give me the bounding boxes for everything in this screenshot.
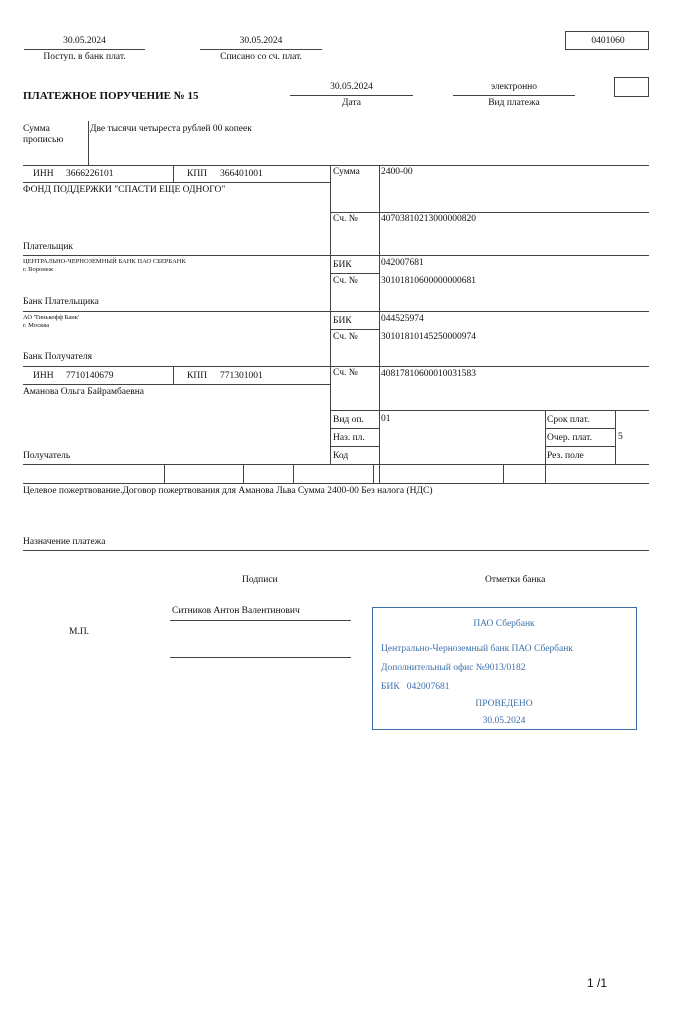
grid-line xyxy=(23,182,330,183)
payer-bank-label: Банк Плательщика xyxy=(23,297,99,307)
grid-line xyxy=(23,255,649,256)
stamp-date: 30.05.2024 xyxy=(482,716,526,726)
op-type: 01 xyxy=(381,414,391,424)
grid-line xyxy=(330,428,379,429)
grid-line xyxy=(330,446,379,447)
grid-line xyxy=(545,446,615,447)
grid-line xyxy=(330,329,379,330)
payee-bank-account-label: Сч. № xyxy=(333,332,358,342)
stamp-place-label: М.П. xyxy=(69,627,90,637)
grid-line xyxy=(23,384,330,385)
stamp-bank: ПАО Сбербанк xyxy=(473,619,535,629)
op-type-label: Вид оп. xyxy=(333,415,364,425)
amount-words-divider xyxy=(88,121,89,165)
payee-kpp-label: КПП xyxy=(187,371,208,381)
payee-account: 40817810600010031583 xyxy=(381,369,476,379)
grid-vline xyxy=(379,165,380,483)
payee-bank-name: АО 'Тинькофф Банк' xyxy=(23,314,80,321)
payer-bank-bik-label: БИК xyxy=(333,260,352,270)
grid-vline xyxy=(164,464,165,483)
purpose-line xyxy=(23,550,649,551)
grid-line xyxy=(545,428,615,429)
amount-words-label-1: Сумма xyxy=(23,124,50,134)
grid-line xyxy=(23,464,649,465)
grid-line xyxy=(330,273,379,274)
payer-account: 40703810213000000820 xyxy=(381,214,476,224)
payee-bank-label: Банк Получателя xyxy=(23,352,92,362)
reserve-label: Рез. поле xyxy=(547,451,584,461)
stamp-status: ПРОВЕДЕНО xyxy=(475,699,533,709)
payee-inn: 7710140679 xyxy=(66,371,114,381)
grid-vline xyxy=(293,464,294,483)
payee-bank-account: 30101810145250000974 xyxy=(381,332,476,342)
purpose-code-label: Наз. пл. xyxy=(333,433,365,443)
payer-inn-label: ИНН xyxy=(33,169,54,179)
grid-line xyxy=(330,410,649,411)
signature-line-1 xyxy=(170,620,351,621)
priority: 5 xyxy=(618,432,623,442)
payer-bank-account: 30101810600000000681 xyxy=(381,276,476,286)
received-date: 30.05.2024 xyxy=(63,36,106,46)
page-title: ПЛАТЕЖНОЕ ПОРУЧЕНИЕ № 15 xyxy=(23,90,199,102)
payment-type-label: Вид платежа xyxy=(488,98,540,108)
payment-type: электронно xyxy=(490,82,538,92)
payee-inn-label: ИНН xyxy=(33,371,54,381)
grid-vline xyxy=(615,410,616,464)
amount-value: 2400-00 xyxy=(381,167,413,177)
payer-status-box xyxy=(614,77,649,97)
order-date-label: Дата xyxy=(342,98,361,108)
grid-line xyxy=(330,212,649,213)
grid-line xyxy=(23,483,649,484)
debited-date: 30.05.2024 xyxy=(239,36,283,46)
grid-vline xyxy=(503,464,504,483)
stamp-office: Дополнительный офис №9013/0182 xyxy=(381,663,526,673)
bank-marks-label: Отметки банка xyxy=(485,575,546,585)
stamp-branch: Центрально-Черноземный банк ПАО Сбербанк xyxy=(381,644,573,654)
signature-line-2 xyxy=(170,657,351,658)
payee-bank-bik-label: БИК xyxy=(333,316,352,326)
received-date-label: Поступ. в банк плат. xyxy=(43,52,126,62)
payer-bank-account-label: Сч. № xyxy=(333,276,358,286)
payee-account-label: Сч. № xyxy=(333,368,358,378)
page-number: 1 /1 xyxy=(587,976,608,990)
grid-vline xyxy=(373,464,374,483)
order-date: 30.05.2024 xyxy=(330,82,373,92)
payee-label: Получатель xyxy=(23,451,71,461)
received-date-line xyxy=(24,49,145,50)
payer-bank-city: г. Воронеж xyxy=(23,266,54,273)
payer-kpp-label: КПП xyxy=(187,169,208,179)
grid-vline xyxy=(330,165,331,464)
form-code: 0401060 xyxy=(591,36,625,46)
payee-kpp: 771301001 xyxy=(220,371,263,381)
payer-account-label: Сч. № xyxy=(333,214,358,224)
term-label: Срок плат. xyxy=(547,415,590,425)
payee-bank-bik: 044525974 xyxy=(381,314,424,324)
signer-name: Ситников Антон Валентинович xyxy=(172,606,300,616)
purpose-label: Назначение платежа xyxy=(23,537,106,547)
payer-bank-bik: 042007681 xyxy=(381,258,424,268)
bank-stamp xyxy=(372,607,637,730)
payment-type-line xyxy=(453,95,575,96)
payer-inn: 3666226101 xyxy=(66,169,114,179)
amount-words-value: Две тысячи четыреста рублей 00 копеек xyxy=(90,124,252,134)
payer-name: ФОНД ПОДДЕРЖКИ "СПАСТИ ЕЩЕ ОДНОГО" xyxy=(23,185,226,195)
amount-label: Сумма xyxy=(333,167,360,177)
debited-date-line xyxy=(200,49,322,50)
grid-vline xyxy=(243,464,244,483)
grid-vline xyxy=(173,165,174,182)
priority-label: Очер. плат. xyxy=(547,433,592,443)
purpose-text: Целевое пожертвование.Договор пожертвования для Аманова Льва Сумма 2400-00 Без налога (НДС) xyxy=(23,486,433,496)
grid-line xyxy=(23,311,649,312)
payee-bank-city: г. Москва xyxy=(23,322,50,329)
form-code-box xyxy=(565,31,649,50)
grid-vline xyxy=(545,410,546,483)
debited-date-label: Списано со сч. плат. xyxy=(220,52,302,62)
payer-label: Плательщик xyxy=(23,242,74,252)
payer-bank-name: ЦЕНТРАЛЬНО-ЧЕРНОЗЕМНЫЙ БАНК ПАО СБЕРБАНК xyxy=(23,258,186,265)
order-date-line xyxy=(290,95,413,96)
payer-kpp: 366401001 xyxy=(220,169,263,179)
signatures-label: Подписи xyxy=(242,575,278,585)
code-label: Код xyxy=(333,451,349,461)
stamp-bik: БИК 042007681 xyxy=(381,682,450,692)
grid-line xyxy=(23,366,649,367)
grid-vline xyxy=(173,366,174,384)
payee-name: Аманова Ольга Байрамбаевна xyxy=(23,387,145,397)
amount-words-label-2: прописью xyxy=(23,135,64,145)
grid-line xyxy=(23,165,649,166)
